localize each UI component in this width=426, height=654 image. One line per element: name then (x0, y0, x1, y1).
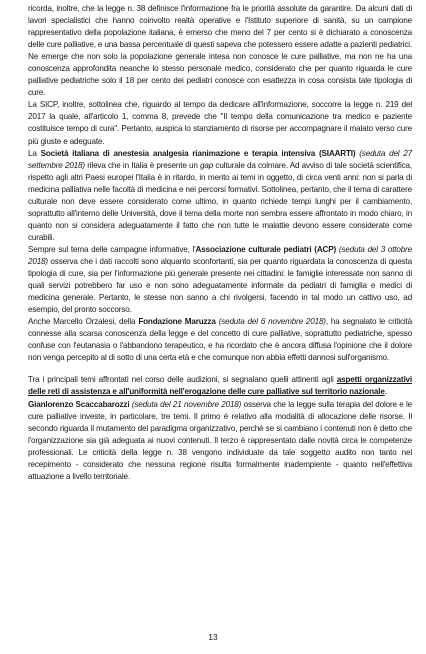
italic-text: (seduta del 21 novembre 2018) (131, 399, 242, 409)
text-run: . (384, 387, 387, 397)
italic-text: (seduta del 3 ottobre 2018) (28, 244, 412, 266)
text-run: culturale da colmare. Ad avviso di tale società scientifica, rispetto agli altri Paesi europei l'Italia è in ritardo, in merito ai temi in oggetto, di circa venti anni: non si parla di medicina palliativa nelle facoltà di medicina e nei percorsi formativi. Sottolinea, pertanto, che il tema di carattere culturale non deve essere considerato come ultimo, in quanto richiede tempi lunghi per il cambiamento, soprattutto all'interno delle Università, dove il tema della morte non sembra essere affrontato in modo chiaro, in quanto non si considera adeguatamente il fatto che non tutte le malattie devono essere considerate come curabili. (28, 160, 412, 242)
paragraph (28, 3, 412, 99)
bold-text: Associazione culturale pediatri (ACP) (195, 244, 337, 254)
text-run: osserva che i dati raccolti sono alquanto sconfortanti, sia per quanto riguardata la conoscenza di questa tipologia di cure, sia per l'informazione più generale presente nei cittadini: le famiglie interessate non sanno di quali servizi potrebbero far uso e non sono adeguatamente informate da pediatri di famiglia e medici di medicina generale. Pertanto, le stesse non sanno a chi rivolgersi, facendo in tal modo un cattivo uso, ad esempio, del pronto soccorso. (28, 256, 412, 315)
text-run: Anche Marcello Orzalesi, della (28, 317, 139, 327)
text-run: ricorda, inoltre, che la legge n. 38 definisce l'informazione fra le priorità assolute da garantire. Da alcuni dati di lavori specialistici che hanno coinvolto realtà operative e l'Istituto superiore di sanità, su un campione rappresentativo della popolazione italiana, è emerso che meno del 7 per cento si è dichiarato a conoscenza delle cure palliative, e una bassa percentuale di questi sapeva che potessero essere adatte a pazienti pediatrici. Ne emerge che non solo la popolazione generale intesa non conosce le cure palliative, ma non ne ha una conoscenza approfondita neanche lo stesso personale medico, considerato che per quanto riguarda le cure palliative pediatriche solo il 18 per cento dei pediatri conosce con esattezza in cosa consista tale tipologia di cure. (28, 4, 412, 98)
text-run: Tra i principali temi affrontati nel corso delle audizioni, si segnalano quelli attinenti agli (28, 375, 337, 385)
text-run: Sempre sul tema delle campagne informative, l' (28, 244, 196, 254)
paragraph (28, 244, 412, 316)
text-run: osserva che la legge sulla terapia del dolore e le cure palliative investe, in particolare, tre temi. Il primo è relativo alla modalità di allocazione delle risorse. Il secondo riguarda il mutamento del paradigma organizzativo, perché se si cambiano i contenuti non è detto che l'organizzazione sia già adeguata ai nuovi contenuti. Il terzo è rappresentato dalle novità circa le competenze professionali. Le criticità della legge n. 38 vengono individuate da tale soggetto audito non tanto nel recepimento - considerato che nessuna regione risulta formalmente inadempiente - quanto nell'effettiva attuazione a livello territoriale. (28, 399, 412, 481)
italic-text: gap (200, 160, 214, 170)
text-run: La SICP, inoltre, sottolinea che, riguardo al tempo da dedicare all'informazione, soccorre la legge n. 219 del 2017 la quale, all'articolo 1, comma 8, prevede che "Il tempo della comunicazione tra medico e paziente costituisce tempo di cura". Pertanto, auspica lo stanziamento di risorse per accompagnare il malato verso cure più giuste e adeguate. (28, 100, 412, 146)
bold-text: Società italiana di anestesia analgesia rianimazione e terapia intensiva (SIAARTI) (40, 148, 356, 158)
paragraph (28, 99, 412, 147)
report-body (28, 3, 412, 483)
paragraph (28, 316, 412, 364)
bold-underlined-text: aspetti organizzativi delle reti di assistenza e all'uniformità nell'erogazione delle cure palliative sul territorio nazionale (28, 375, 412, 397)
paragraph (28, 148, 412, 244)
paragraph (28, 374, 412, 398)
text-run: , ha segnalato le criticità connesse alla scarsa conoscenza della legge e del concetto di cure palliative, soprattutto pediatriche, spesso confuse con l'eutanasia o l'abbandono terapeutico, e ha ricordato che è ancora diffusa l'opinione che il dolore non venga percepito al di sotto di una certa età e che comunque non abbia effetti dannosi sull'organismo. (28, 317, 412, 363)
paragraph (28, 399, 412, 483)
italic-text: (seduta del 6 novembre 2018) (218, 317, 326, 327)
page-number: 13 (208, 632, 218, 642)
italic-text: (seduta del 27 settembre 2018) (28, 148, 412, 170)
bold-text: Fondazione Maruzza (138, 317, 216, 327)
text-run: La (28, 148, 41, 158)
text-run: rileva che in Italia è presente un (84, 160, 201, 170)
bold-text: Gianlorenzo Scaccabarozzi (28, 399, 130, 409)
